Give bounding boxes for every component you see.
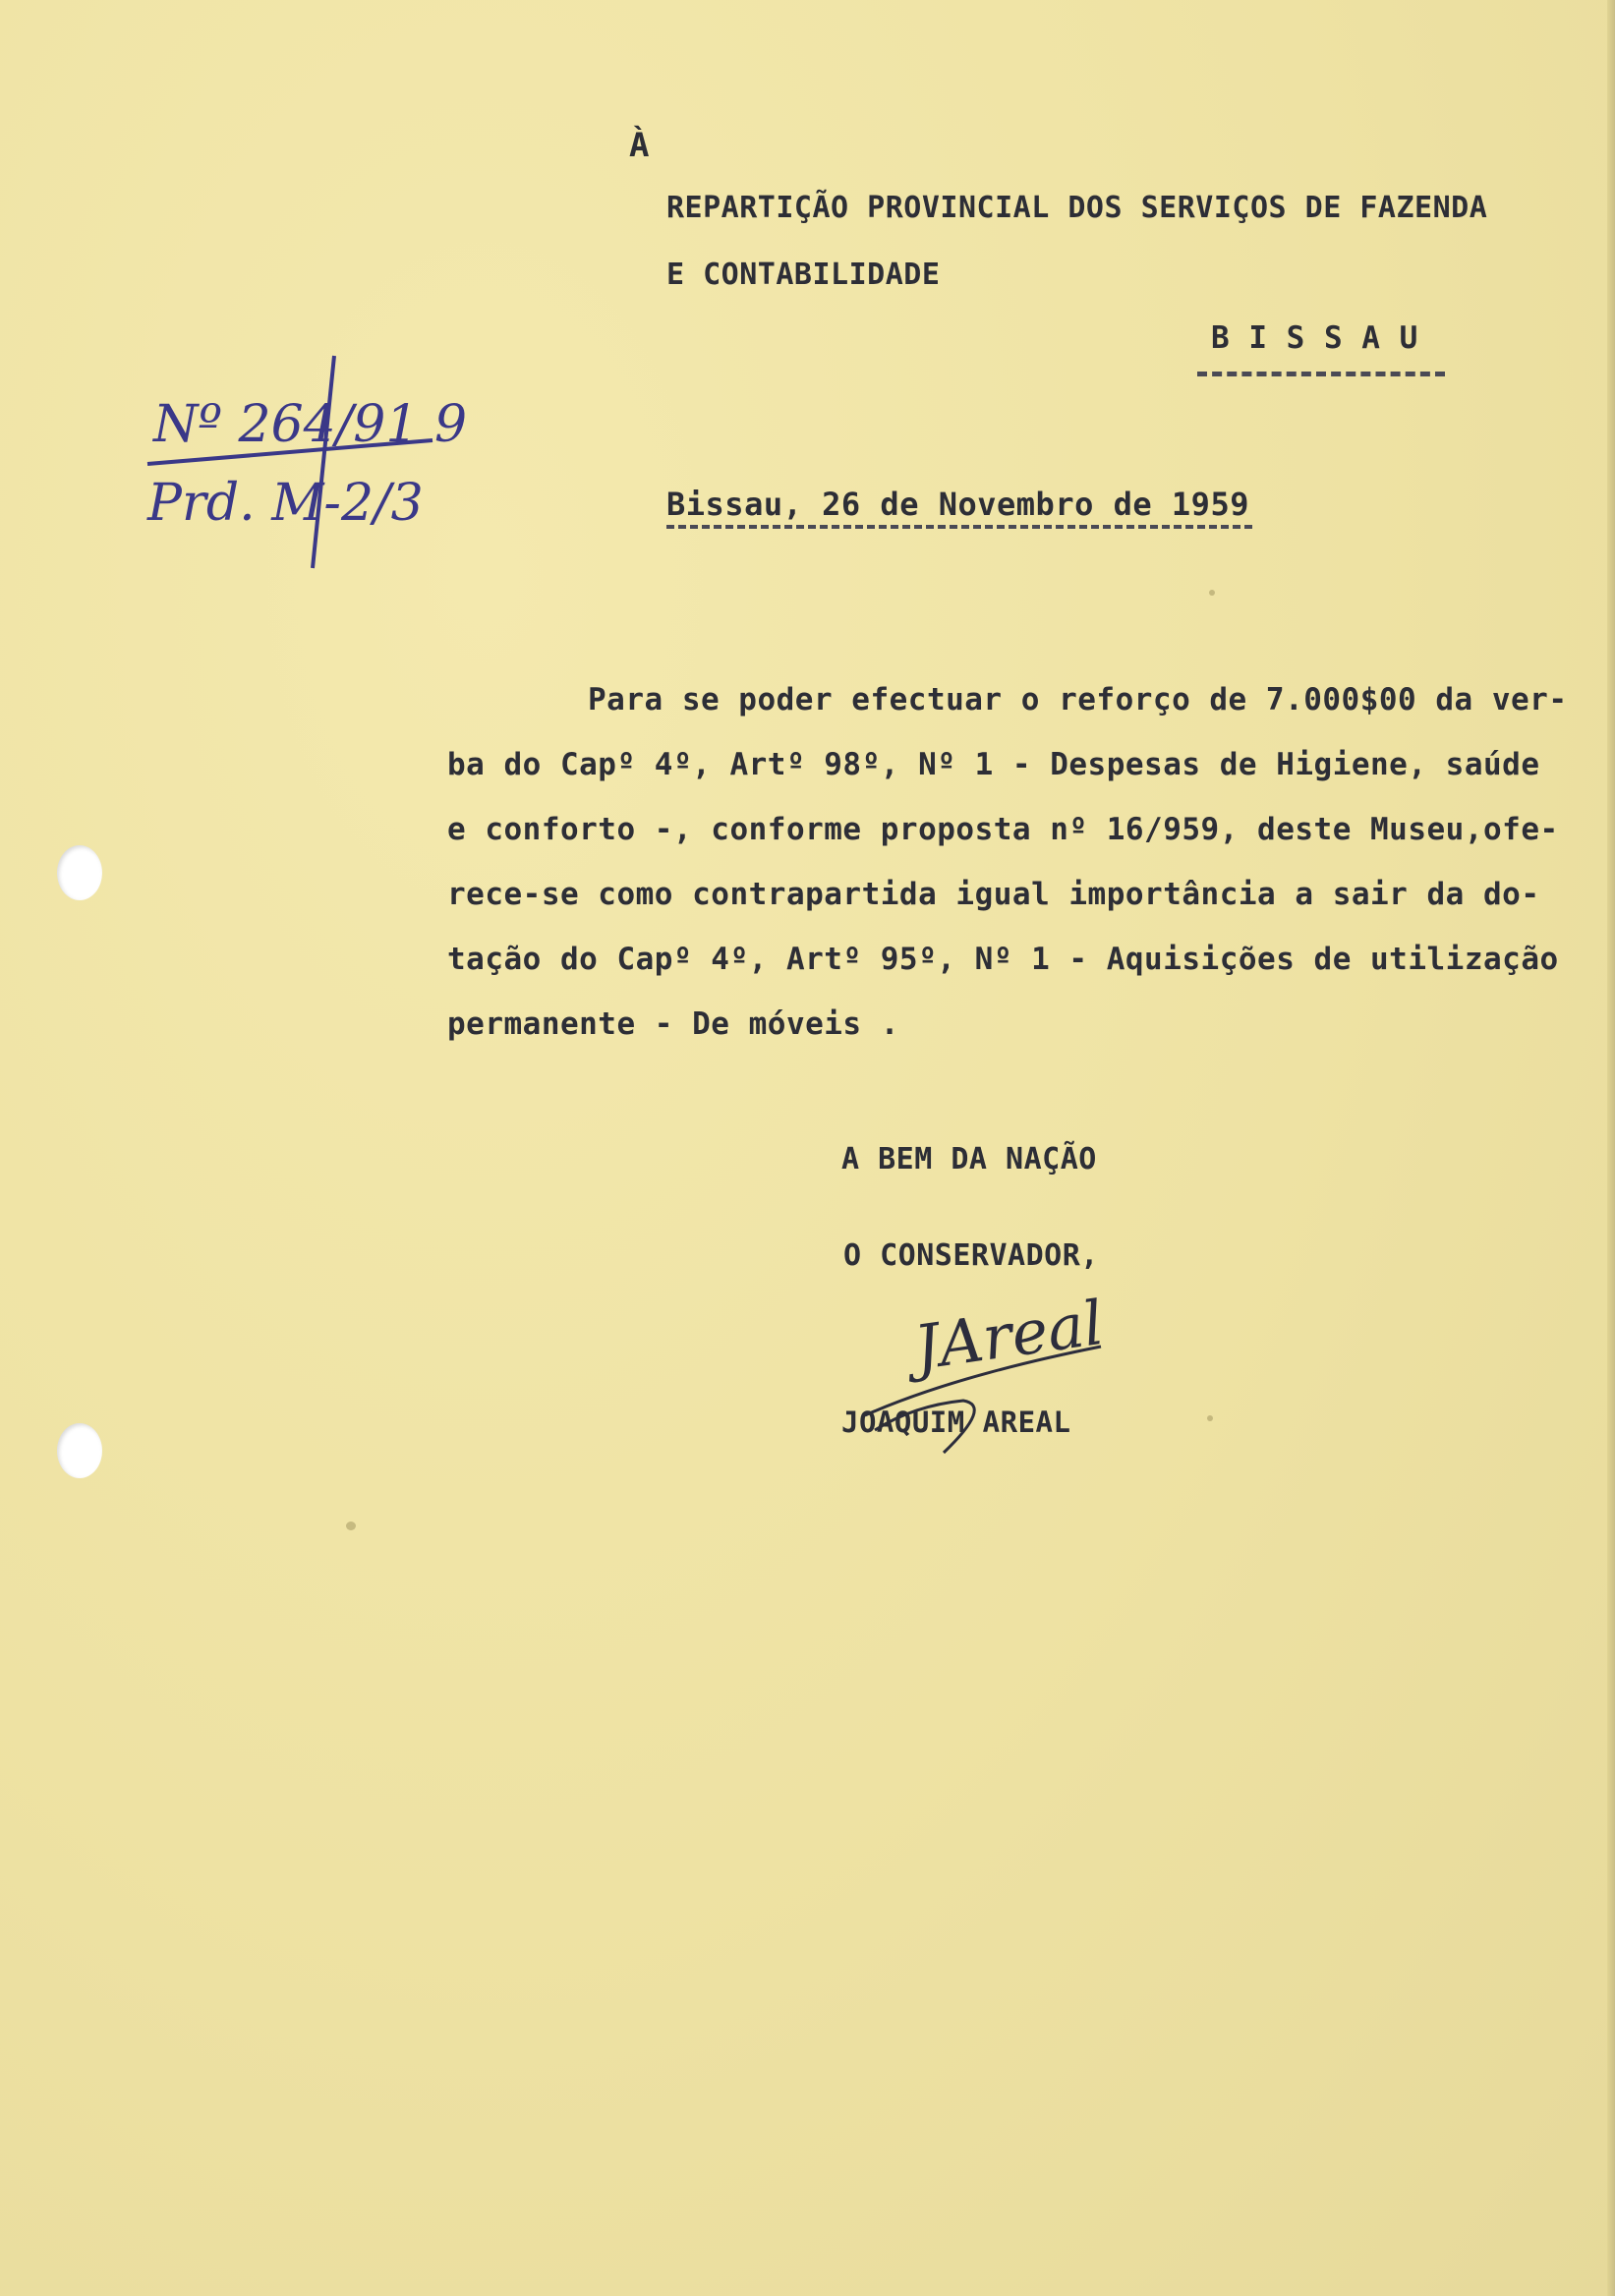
body-line-2: ba do Capº 4º, Artº 98º, Nº 1 - Despesas de Higiene, saúde	[447, 747, 1540, 782]
signatory-title: O CONSERVADOR,	[843, 1238, 1099, 1273]
closing-phrase: A BEM DA NAÇÃO	[841, 1142, 1097, 1177]
body-line-4: rece-se como contrapartida igual importância a sair da do-	[447, 877, 1540, 912]
punch-hole-bottom	[57, 1423, 102, 1478]
addressee-line-2: E CONTABILIDADE	[666, 258, 941, 292]
handwritten-reference-line-1: Nº 264/91 9	[153, 395, 468, 454]
signature: JAreal	[909, 1286, 1108, 1385]
body-line-6: permanente - De móveis .	[447, 1006, 899, 1042]
signatory-name: JOAQUIM AREAL	[841, 1406, 1071, 1439]
handwritten-reference-line-2: Prd. M-2/3	[147, 474, 424, 533]
body-line-1: Para se poder efectuar o reforço de 7.000$00 da ver-	[588, 682, 1568, 718]
punch-hole-top	[57, 845, 102, 900]
stain	[346, 1521, 356, 1530]
city-underline	[1197, 372, 1445, 376]
handwritten-reference-strokes	[138, 344, 442, 580]
date-underline	[666, 525, 1252, 529]
body-line-3: e conforto -, conforme proposta nº 16/959, deste Museu,ofe-	[447, 812, 1559, 847]
salutation-mark: À	[629, 126, 650, 165]
date-line: Bissau, 26 de Novembro de 1959	[666, 486, 1249, 523]
addressee-line-1: REPARTIÇÃO PROVINCIAL DOS SERVIÇOS DE FAZENDA	[666, 191, 1488, 225]
addressee-city: B I S S A U	[1211, 320, 1418, 356]
stain	[1209, 590, 1215, 596]
body-line-5: tação do Capº 4º, Artº 95º, Nº 1 - Aquisições de utilização	[447, 942, 1559, 977]
stain	[1207, 1415, 1213, 1421]
page-edge	[1607, 0, 1615, 2296]
